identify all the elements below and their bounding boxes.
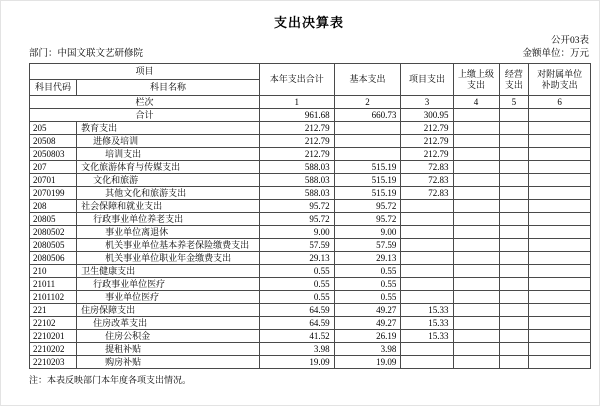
table-row bbox=[30, 135, 591, 148]
value-cell bbox=[453, 135, 499, 148]
value-cell: 0.55 bbox=[334, 278, 401, 291]
subject-name-cell: 进修及培训 bbox=[77, 135, 260, 148]
table-body bbox=[30, 96, 591, 369]
page-title: 支出决算表 bbox=[273, 15, 344, 30]
header-project-expenditure: 项目支出 bbox=[401, 64, 453, 96]
header-subject-code: 科目代码 bbox=[30, 80, 77, 96]
value-cell bbox=[529, 174, 591, 187]
subject-name-cell: 社会保障和就业支出 bbox=[77, 200, 260, 213]
value-cell bbox=[499, 317, 529, 330]
subject-code-cell: 2210203 bbox=[30, 356, 77, 369]
value-cell bbox=[401, 265, 453, 278]
subject-name-cell: 文化和旅游 bbox=[77, 174, 260, 187]
value-cell bbox=[401, 200, 453, 213]
value-cell bbox=[529, 252, 591, 265]
total-row bbox=[30, 109, 591, 122]
value-cell: 41.52 bbox=[260, 330, 335, 343]
value-cell bbox=[401, 252, 453, 265]
value-cell bbox=[334, 135, 401, 148]
value-cell bbox=[334, 122, 401, 135]
value-cell: 57.59 bbox=[260, 239, 335, 252]
value-cell: 588.03 bbox=[260, 187, 335, 200]
value-cell bbox=[529, 122, 591, 135]
value-cell: 212.79 bbox=[260, 148, 335, 161]
value-cell bbox=[453, 161, 499, 174]
value-cell bbox=[529, 343, 591, 356]
value-cell bbox=[529, 330, 591, 343]
header-subsidy-expenditure bbox=[529, 64, 591, 96]
subject-code-cell: 20805 bbox=[30, 213, 77, 226]
value-cell bbox=[499, 239, 529, 252]
value-cell: 588.03 bbox=[260, 174, 335, 187]
value-cell: 212.79 bbox=[401, 122, 453, 135]
header-upturned-line2: 支出 bbox=[467, 79, 486, 90]
table-row bbox=[30, 187, 591, 200]
table-header bbox=[30, 64, 591, 96]
value-cell: 19.09 bbox=[260, 356, 335, 369]
value-cell: 72.83 bbox=[401, 174, 453, 187]
subject-code-cell: 21011 bbox=[30, 278, 77, 291]
subject-code-cell: 2080502 bbox=[30, 226, 77, 239]
table-row bbox=[30, 226, 591, 239]
subject-name-cell: 卫生健康支出 bbox=[77, 265, 260, 278]
value-cell bbox=[499, 226, 529, 239]
value-cell bbox=[453, 122, 499, 135]
subject-code-cell: 2070199 bbox=[30, 187, 77, 200]
subject-name-cell: 购房补贴 bbox=[77, 356, 260, 369]
subject-code-cell: 208 bbox=[30, 200, 77, 213]
header-basic-expenditure: 基本支出 bbox=[334, 64, 401, 96]
value-cell: 64.59 bbox=[260, 304, 335, 317]
subject-name-cell: 住房改革支出 bbox=[77, 317, 260, 330]
value-cell: 29.13 bbox=[334, 252, 401, 265]
subject-name-cell: 教育支出 bbox=[77, 122, 260, 135]
value-cell bbox=[453, 304, 499, 317]
value-cell: 72.83 bbox=[401, 161, 453, 174]
subject-code-cell: 210 bbox=[30, 265, 77, 278]
value-cell: 15.33 bbox=[401, 330, 453, 343]
table-row bbox=[30, 343, 591, 356]
table-row bbox=[30, 278, 591, 291]
total-value-cell bbox=[453, 109, 499, 122]
footnote: 注：本表反映部门本年度各项支出情况。 bbox=[29, 375, 192, 385]
subject-code-cell: 205 bbox=[30, 122, 77, 135]
value-cell bbox=[401, 213, 453, 226]
value-cell bbox=[499, 122, 529, 135]
value-cell: 3.98 bbox=[260, 343, 335, 356]
value-cell: 212.79 bbox=[401, 135, 453, 148]
header-subject-name: 科目名称 bbox=[77, 80, 260, 96]
header-subsidy-line1: 对附属单位 bbox=[537, 68, 583, 79]
table-row bbox=[30, 122, 591, 135]
column-index-label: 栏次 bbox=[30, 96, 260, 109]
table-row bbox=[30, 213, 591, 226]
value-cell: 9.00 bbox=[334, 226, 401, 239]
header-operating-line1: 经营 bbox=[504, 68, 523, 79]
column-index-cell: 1 bbox=[260, 96, 335, 109]
value-cell: 95.72 bbox=[260, 200, 335, 213]
subject-code-cell: 20701 bbox=[30, 174, 77, 187]
subject-name-cell: 事业单位离退休 bbox=[77, 226, 260, 239]
value-cell: 19.09 bbox=[334, 356, 401, 369]
header-upturned-line1: 上缴上级 bbox=[458, 68, 495, 79]
value-cell: 29.13 bbox=[260, 252, 335, 265]
subject-name-cell: 提租补贴 bbox=[77, 343, 260, 356]
subject-name-cell: 住房公积金 bbox=[77, 330, 260, 343]
header-total-expenditure: 本年支出合计 bbox=[260, 64, 335, 96]
value-cell bbox=[453, 200, 499, 213]
value-cell bbox=[499, 200, 529, 213]
value-cell bbox=[453, 278, 499, 291]
total-value-cell: 300.95 bbox=[401, 109, 453, 122]
value-cell bbox=[453, 148, 499, 161]
column-index-cell: 5 bbox=[499, 96, 529, 109]
value-cell bbox=[529, 278, 591, 291]
value-cell: 64.59 bbox=[260, 317, 335, 330]
table-row bbox=[30, 356, 591, 369]
value-cell: 515.19 bbox=[334, 187, 401, 200]
unit-label: 金额单位：万元 bbox=[522, 49, 589, 59]
department-label: 部门：中国文联文艺研修院 bbox=[29, 49, 144, 59]
value-cell bbox=[499, 135, 529, 148]
header-operating-expenditure bbox=[499, 64, 529, 96]
value-cell: 0.55 bbox=[334, 291, 401, 304]
subject-code-cell: 221 bbox=[30, 304, 77, 317]
column-index-cell: 6 bbox=[529, 96, 591, 109]
value-cell bbox=[453, 356, 499, 369]
value-cell bbox=[529, 161, 591, 174]
total-value-cell bbox=[499, 109, 529, 122]
value-cell bbox=[499, 343, 529, 356]
total-value-cell bbox=[529, 109, 591, 122]
subject-name-cell: 事业单位医疗 bbox=[77, 291, 260, 304]
value-cell: 49.27 bbox=[334, 304, 401, 317]
value-cell: 212.79 bbox=[260, 135, 335, 148]
subject-code-cell: 2080505 bbox=[30, 239, 77, 252]
value-cell bbox=[453, 291, 499, 304]
value-cell bbox=[499, 356, 529, 369]
value-cell bbox=[529, 187, 591, 200]
value-cell: 95.72 bbox=[334, 213, 401, 226]
value-cell: 515.19 bbox=[334, 174, 401, 187]
value-cell bbox=[334, 148, 401, 161]
doc-number: 公开03表 bbox=[550, 36, 589, 46]
value-cell: 0.55 bbox=[260, 291, 335, 304]
value-cell: 588.03 bbox=[260, 161, 335, 174]
column-index-row bbox=[30, 96, 591, 109]
value-cell: 72.83 bbox=[401, 187, 453, 200]
value-cell: 212.79 bbox=[401, 148, 453, 161]
value-cell bbox=[401, 291, 453, 304]
table-row bbox=[30, 317, 591, 330]
table-row bbox=[30, 252, 591, 265]
table-row bbox=[30, 330, 591, 343]
value-cell bbox=[401, 226, 453, 239]
value-cell bbox=[499, 278, 529, 291]
value-cell bbox=[499, 304, 529, 317]
value-cell: 0.55 bbox=[260, 278, 335, 291]
subject-name-cell: 培训支出 bbox=[77, 148, 260, 161]
total-value-cell: 961.68 bbox=[260, 109, 335, 122]
header-upturned-expenditure bbox=[453, 64, 499, 96]
header-row-1 bbox=[30, 64, 591, 80]
value-cell: 49.27 bbox=[334, 317, 401, 330]
header-subsidy-line2: 补助支出 bbox=[541, 79, 578, 90]
column-index-cell: 3 bbox=[401, 96, 453, 109]
value-cell bbox=[401, 343, 453, 356]
value-cell: 9.00 bbox=[260, 226, 335, 239]
value-cell bbox=[453, 265, 499, 278]
value-cell: 15.33 bbox=[401, 317, 453, 330]
expenditure-table bbox=[29, 63, 591, 369]
value-cell bbox=[453, 213, 499, 226]
value-cell: 15.33 bbox=[401, 304, 453, 317]
table-row bbox=[30, 265, 591, 278]
value-cell bbox=[499, 291, 529, 304]
value-cell bbox=[529, 226, 591, 239]
value-cell bbox=[401, 356, 453, 369]
table-row bbox=[30, 148, 591, 161]
table-row bbox=[30, 174, 591, 187]
value-cell bbox=[401, 278, 453, 291]
subject-code-cell: 20508 bbox=[30, 135, 77, 148]
value-cell bbox=[499, 252, 529, 265]
table-row bbox=[30, 161, 591, 174]
table-row bbox=[30, 304, 591, 317]
value-cell: 515.19 bbox=[334, 161, 401, 174]
value-cell bbox=[499, 161, 529, 174]
value-cell bbox=[453, 343, 499, 356]
value-cell bbox=[453, 187, 499, 200]
value-cell bbox=[453, 317, 499, 330]
value-cell: 95.72 bbox=[334, 200, 401, 213]
subject-code-cell: 2050803 bbox=[30, 148, 77, 161]
value-cell bbox=[529, 213, 591, 226]
subject-code-cell: 2210202 bbox=[30, 343, 77, 356]
column-index-cell: 4 bbox=[453, 96, 499, 109]
subject-code-cell: 207 bbox=[30, 161, 77, 174]
value-cell bbox=[529, 265, 591, 278]
value-cell: 95.72 bbox=[260, 213, 335, 226]
column-index-cell: 2 bbox=[334, 96, 401, 109]
value-cell: 212.79 bbox=[260, 122, 335, 135]
value-cell bbox=[529, 291, 591, 304]
value-cell: 0.55 bbox=[260, 265, 335, 278]
subject-name-cell: 机关事业单位基本养老保险缴费支出 bbox=[77, 239, 260, 252]
value-cell bbox=[499, 174, 529, 187]
subject-code-cell: 2101102 bbox=[30, 291, 77, 304]
total-value-cell: 660.73 bbox=[334, 109, 401, 122]
table-row bbox=[30, 200, 591, 213]
value-cell: 3.98 bbox=[334, 343, 401, 356]
value-cell bbox=[529, 239, 591, 252]
value-cell bbox=[453, 239, 499, 252]
header-project: 项目 bbox=[30, 64, 260, 80]
value-cell: 26.19 bbox=[334, 330, 401, 343]
value-cell bbox=[529, 148, 591, 161]
total-label: 合计 bbox=[30, 109, 260, 122]
value-cell bbox=[499, 265, 529, 278]
value-cell bbox=[499, 187, 529, 200]
table-row bbox=[30, 291, 591, 304]
report-page bbox=[1, 1, 599, 386]
value-cell: 57.59 bbox=[334, 239, 401, 252]
subject-name-cell: 机关事业单位职业年金缴费支出 bbox=[77, 252, 260, 265]
value-cell: 0.55 bbox=[334, 265, 401, 278]
value-cell bbox=[499, 148, 529, 161]
subject-code-cell: 2210201 bbox=[30, 330, 77, 343]
header-operating-line2: 支出 bbox=[504, 79, 523, 90]
subject-code-cell: 22102 bbox=[30, 317, 77, 330]
subject-name-cell: 行政事业单位医疗 bbox=[77, 278, 260, 291]
value-cell bbox=[529, 304, 591, 317]
subject-name-cell: 文化旅游体育与传媒支出 bbox=[77, 161, 260, 174]
value-cell bbox=[453, 330, 499, 343]
value-cell bbox=[499, 213, 529, 226]
value-cell bbox=[453, 252, 499, 265]
value-cell bbox=[499, 330, 529, 343]
value-cell bbox=[529, 200, 591, 213]
value-cell bbox=[529, 135, 591, 148]
subject-name-cell: 其他文化和旅游支出 bbox=[77, 187, 260, 200]
value-cell bbox=[453, 174, 499, 187]
value-cell bbox=[453, 226, 499, 239]
subject-code-cell: 2080506 bbox=[30, 252, 77, 265]
subject-name-cell: 行政事业单位养老支出 bbox=[77, 213, 260, 226]
table-row bbox=[30, 239, 591, 252]
value-cell bbox=[401, 239, 453, 252]
value-cell bbox=[529, 317, 591, 330]
meta-row bbox=[29, 48, 589, 61]
subject-name-cell: 住房保障支出 bbox=[77, 304, 260, 317]
value-cell bbox=[529, 356, 591, 369]
